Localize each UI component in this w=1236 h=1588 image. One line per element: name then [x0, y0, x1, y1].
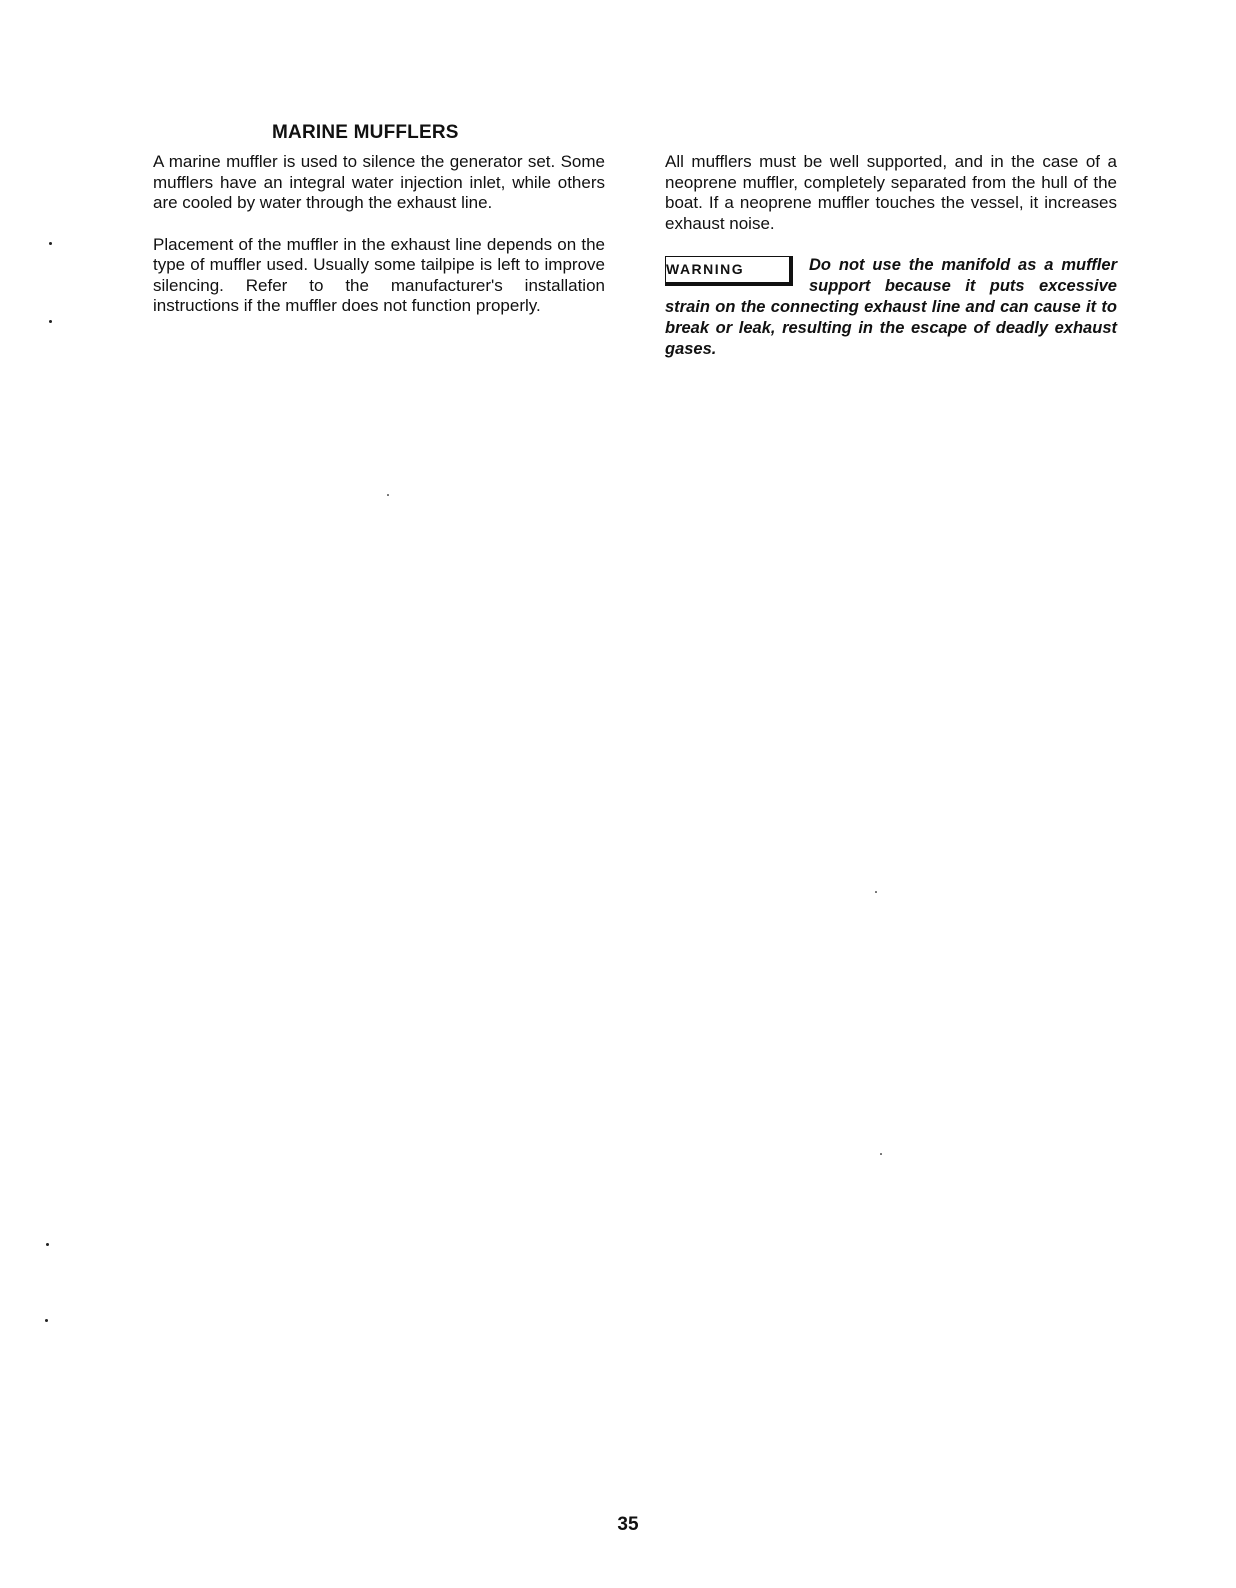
- scan-speck: [49, 242, 52, 245]
- paragraph-muffler-support: All mufflers must be well supported, and in the case of a neoprene muffler, completely separated from the hull of the boat. If a neoprene muffler touches the vessel, it increases exhaust noise.: [665, 152, 1117, 233]
- paragraph-muffler-purpose: A marine muffler is used to silence the generator set. Some mufflers have an integral water injection inlet, while others are cooled by water through the exhaust line.: [153, 152, 605, 212]
- scan-speck: [49, 320, 52, 323]
- paragraph-muffler-placement: Placement of the muffler in the exhaust line depends on the type of muffler used. Usually some tailpipe is left to improve silencing. Refer to the manufacturer's installation instructions if the muffler does not function properly.: [153, 234, 605, 315]
- section-heading: MARINE MUFFLERS: [272, 122, 459, 143]
- scan-speck: [45, 1319, 48, 1322]
- scan-speck: [387, 494, 389, 496]
- warning-text: Do not use the manifold as a muffler support because it puts excessive strain on the connecting exhaust line and can cause it to break or leak, resulting in the escape of deadly exhaust gases.: [665, 256, 1117, 358]
- left-column: [153, 152, 605, 317]
- scan-speck: [46, 1243, 49, 1246]
- scan-speck: [875, 891, 877, 893]
- warning-label: WARNING: [665, 256, 793, 286]
- warning-notice: [665, 255, 1117, 360]
- right-column: [665, 152, 1117, 360]
- page-number: 35: [617, 1514, 639, 1535]
- scan-speck: [880, 1153, 882, 1155]
